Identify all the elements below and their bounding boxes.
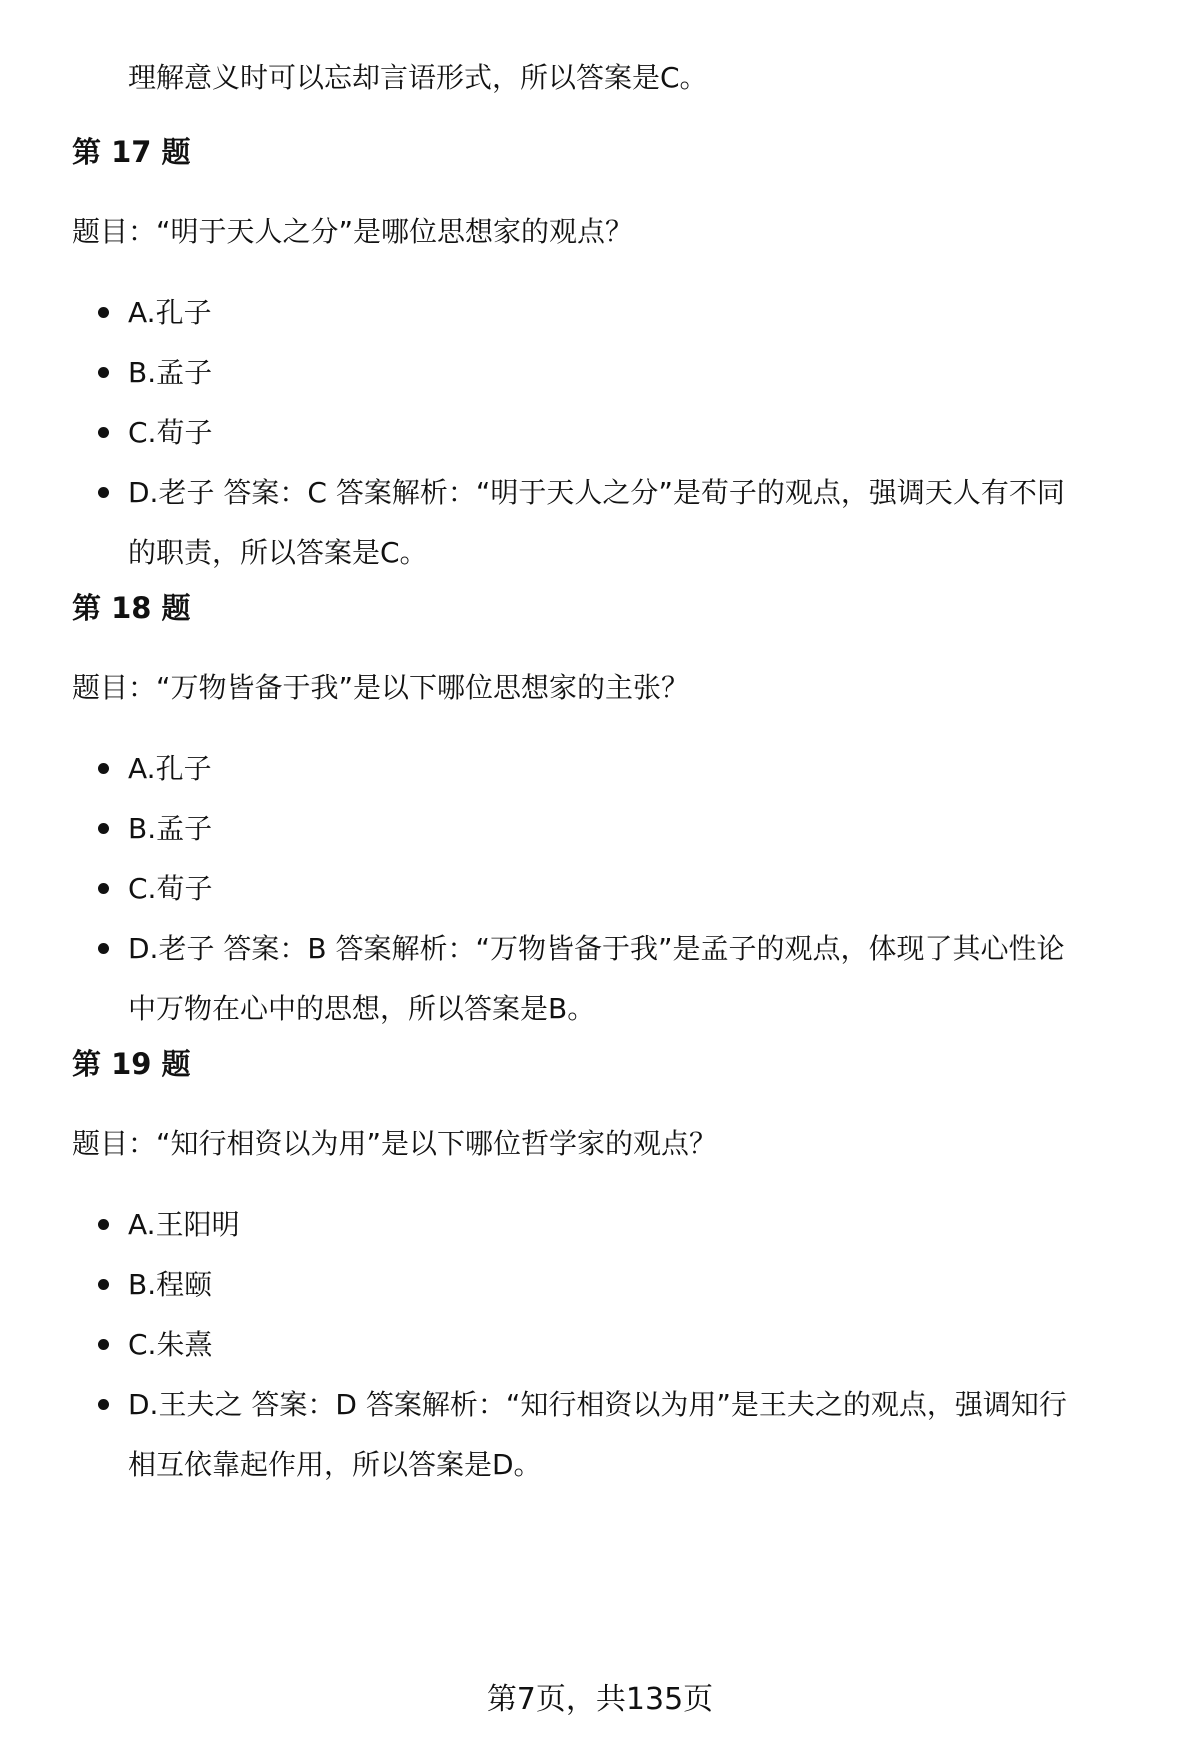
question-heading: 第 17 题 [72, 135, 191, 169]
option-list [0, 1195, 1200, 1495]
bullet-icon [98, 883, 109, 894]
question-prompt: 题目：“明于天人之分”是哪位思想家的观点？ [72, 215, 634, 248]
option-item: C.荀子 [0, 859, 1200, 919]
option-item-answer: D.老子 答案：B 答案解析：“万物皆备于我”是孟子的观点，体现了其心性论 中万物在心中的思想，所以答案是B。 [0, 919, 1200, 1039]
bullet-icon [98, 367, 109, 378]
bullet-icon [98, 487, 109, 498]
option-item-answer: D.老子 答案：C 答案解析：“明于天人之分”是荀子的观点，强调天人有不同 的职责，所以答案是C。 [0, 463, 1200, 583]
bullet-icon [98, 307, 109, 318]
bullet-icon [98, 1219, 109, 1230]
option-item: B.孟子 [0, 343, 1200, 403]
option-item: A.孔子 [0, 283, 1200, 343]
bullet-icon [98, 427, 109, 438]
bullet-icon [98, 823, 109, 834]
option-item: B.孟子 [0, 799, 1200, 859]
page-number-footer: 第7页，共135页 [486, 1682, 714, 1717]
bullet-icon [98, 1279, 109, 1290]
question-heading: 第 18 题 [72, 591, 191, 625]
option-item: B.程颐 [0, 1255, 1200, 1315]
option-list [0, 283, 1200, 583]
question-prompt: 题目：“知行相资以为用”是以下哪位哲学家的观点？ [72, 1127, 718, 1160]
continuation-text: 理解意义时可以忘却言语形式，所以答案是C。 [128, 61, 708, 94]
option-item: A.孔子 [0, 739, 1200, 799]
bullet-icon [98, 763, 109, 774]
option-item: A.王阳明 [0, 1195, 1200, 1255]
option-item: C.朱熹 [0, 1315, 1200, 1375]
question-heading: 第 19 题 [72, 1047, 191, 1081]
bullet-icon [98, 943, 109, 954]
option-item: C.荀子 [0, 403, 1200, 463]
question-prompt: 题目：“万物皆备于我”是以下哪位思想家的主张？ [72, 671, 690, 704]
bullet-icon [98, 1399, 109, 1410]
option-item-answer: D.王夫之 答案：D 答案解析：“知行相资以为用”是王夫之的观点，强调知行 相互依靠起作用，所以答案是D。 [0, 1375, 1200, 1495]
bullet-icon [98, 1339, 109, 1350]
option-list [0, 739, 1200, 1039]
